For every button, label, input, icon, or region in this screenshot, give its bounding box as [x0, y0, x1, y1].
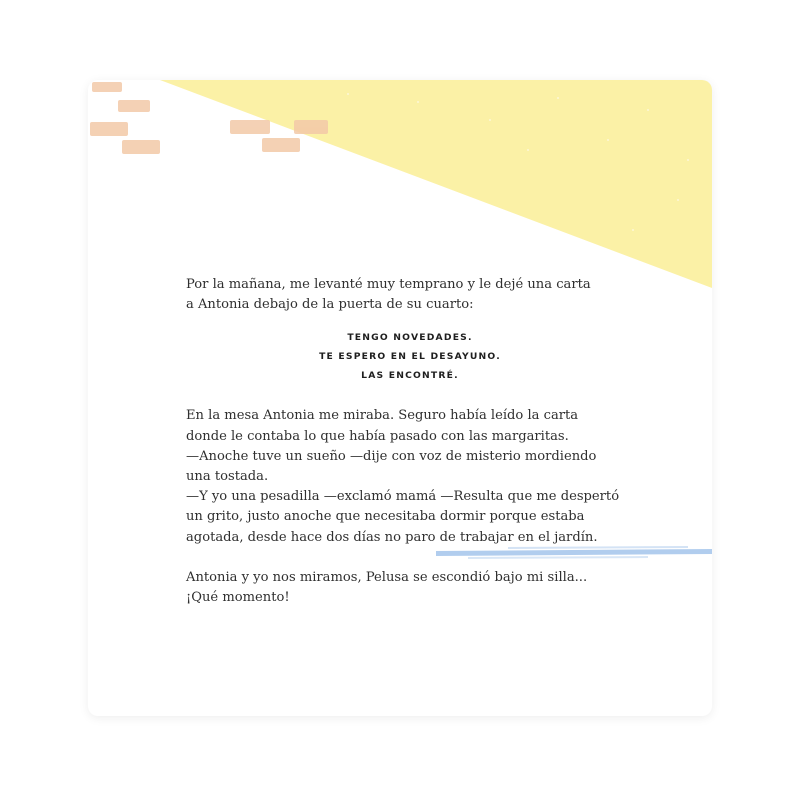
paragraph-line: —Y yo una pesadilla —exclamó mamá —Resulta que me despertó [186, 489, 620, 505]
paragraph-line: a Antonia debajo de la puerta de su cuarto: [186, 297, 474, 313]
story-text [186, 275, 626, 608]
paragraph-line: En la mesa Antonia me miraba. Seguro había leído la carta [186, 408, 579, 424]
paragraph-line: —Anoche tuve un sueño —dije con voz de misterio mordiendo [186, 448, 597, 464]
paragraph-gap [186, 548, 626, 568]
paragraph-line: Antonia y yo nos miramos, Pelusa se escondió bajo mi silla... [186, 569, 588, 585]
yellow-light-band [160, 80, 712, 288]
book-page [88, 80, 712, 716]
paragraph-line: un grito, justo anoche que necesitaba dormir porque estaba [186, 509, 585, 525]
paragraph-line: agotada, desde hace dos días no paro de trabajar en el jardín. [186, 529, 598, 545]
paragraph-line: Por la mañana, me levanté muy temprano y le dejé una carta [186, 277, 591, 292]
paragraph-line: una tostada. [186, 469, 269, 485]
paragraph-line: donde le contaba lo que había pasado con las margaritas. [186, 428, 569, 444]
paragraph-line: ¡Qué momento! [186, 590, 290, 606]
note-line: TENGO NOVEDADES. [347, 332, 473, 344]
note-line: TE ESPERO EN EL DESAYUNO. [319, 351, 501, 363]
note-line: LAS ENCONTRÉ. [361, 370, 459, 382]
letter-note [186, 328, 626, 385]
